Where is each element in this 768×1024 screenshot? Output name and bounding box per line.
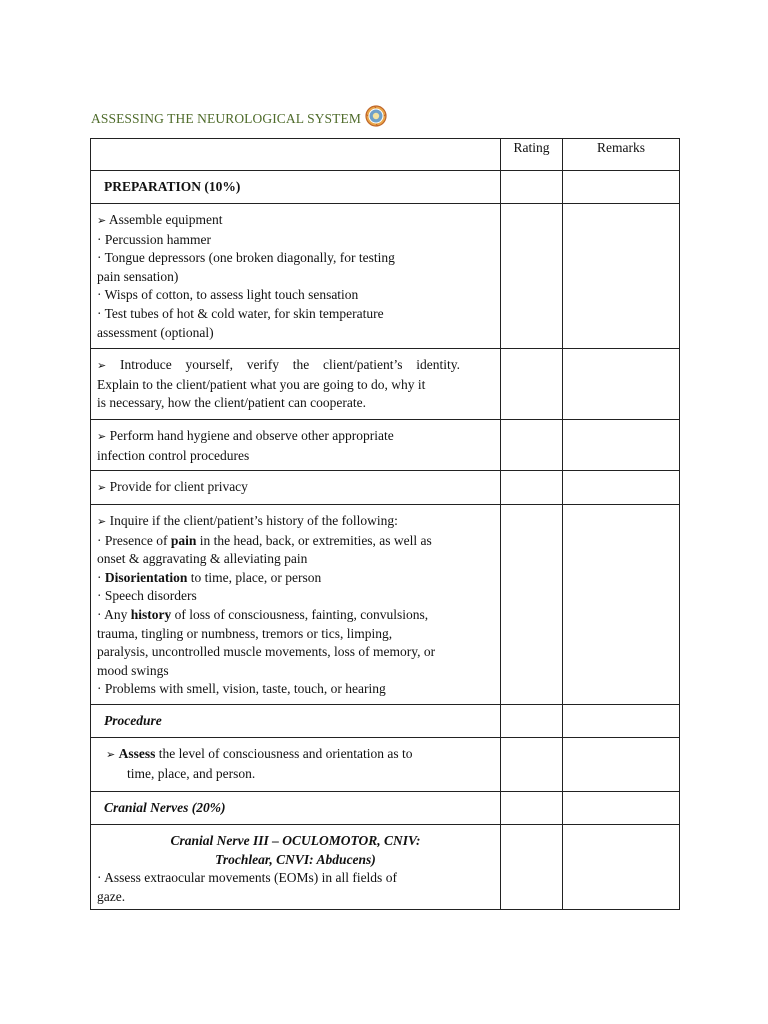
item-line: · Assess extraocular movements (EOMs) in all fields of [97, 870, 397, 886]
remarks-cell[interactable] [563, 738, 680, 792]
subsection-title: Trochlear, CNVI: Abducens) [215, 851, 376, 867]
table-row [91, 738, 680, 792]
item-heading: Introduce yourself, verify the client/patient’s identity. [119, 357, 460, 372]
item-equipment [91, 204, 500, 348]
remarks-cell[interactable] [563, 420, 680, 471]
item-line: · Test tubes of hot & cold water, for skin temperature [97, 305, 384, 321]
item-line: · Problems with smell, vision, taste, touch, or hearing [97, 681, 386, 697]
document-title [91, 111, 387, 127]
table-row [91, 505, 680, 705]
rating-cell[interactable] [501, 705, 563, 738]
remarks-cell[interactable] [563, 505, 680, 705]
remarks-header: Remarks [563, 139, 680, 171]
item-heading: Inquire if the client/patient’s history of the following: [109, 513, 398, 528]
table-row [91, 471, 680, 505]
item-line: mood swings [97, 662, 169, 678]
rating-cell[interactable] [501, 738, 563, 792]
item-line: pain sensation) [97, 268, 179, 284]
item-line: gaze. [97, 888, 126, 904]
item-line: · Wisps of cotton, to assess light touch sensation [97, 287, 359, 303]
item-assess: ➢ Assess the level of consciousness and orientation as to time, place, and person. [91, 738, 500, 791]
item-line: assessment (optional) [97, 324, 214, 340]
item-introduce [91, 349, 500, 419]
arrow-bullet-icon: ➢ [97, 214, 107, 227]
remarks-cell[interactable] [563, 471, 680, 505]
item-line: onset & aggravating & alleviating pain [97, 551, 308, 567]
section-cranial-nerves: Cranial Nerves (20%) [104, 800, 226, 815]
arrow-bullet-icon: ➢ [97, 481, 107, 494]
item-line: · Percussion hammer [97, 231, 211, 247]
section-row-preparation [91, 171, 680, 204]
item-heading: Perform hand hygiene and observe other appropriate [109, 428, 394, 443]
section-row-procedure [91, 705, 680, 738]
rating-cell[interactable] [501, 792, 563, 825]
item-line: time, place, and person. [127, 765, 256, 781]
item-line: · Speech disorders [97, 588, 197, 604]
item-line: Explain to the client/patient what you are going to do, why it [97, 376, 426, 392]
rating-cell[interactable] [501, 171, 563, 204]
item-line: is necessary, how the client/patient can cooperate. [97, 395, 367, 411]
item-heading: Assemble equipment [108, 212, 223, 227]
section-row-cranial [91, 792, 680, 825]
arrow-bullet-icon: ➢ [106, 748, 116, 761]
arrow-bullet-icon: ➢ [97, 515, 107, 528]
checklist-table [90, 138, 680, 910]
table-row [91, 420, 680, 471]
institution-seal-icon [365, 105, 387, 127]
rating-cell[interactable] [501, 349, 563, 420]
remarks-cell[interactable] [563, 705, 680, 738]
item-line: paralysis, uncontrolled muscle movements, loss of memory, or [97, 644, 436, 660]
arrow-bullet-icon: ➢ [97, 430, 107, 443]
item-line: trauma, tingling or numbness, tremors or tics, limping, [97, 625, 393, 641]
table-row [91, 204, 680, 349]
item-heading: Provide for client privacy [109, 479, 248, 494]
rating-cell[interactable] [501, 420, 563, 471]
item-cranial-nerve-3 [91, 825, 500, 909]
remarks-cell[interactable] [563, 825, 680, 910]
rating-cell[interactable] [501, 505, 563, 705]
remarks-cell[interactable] [563, 204, 680, 349]
item-line: infection control procedures [97, 447, 250, 463]
rating-cell[interactable] [501, 825, 563, 910]
title-text: ASSESSING THE NEUROLOGICAL SYSTEM [91, 111, 361, 126]
task-header-cell [91, 139, 501, 171]
subsection-title: Cranial Nerve III – OCULOMOTOR, CNIV: [170, 833, 421, 848]
table-header-row [91, 139, 680, 171]
remarks-cell[interactable] [563, 171, 680, 204]
remarks-cell[interactable] [563, 792, 680, 825]
item-privacy [91, 471, 500, 504]
arrow-bullet-icon: ➢ [97, 359, 107, 372]
rating-header: Rating [501, 139, 563, 171]
section-procedure: Procedure [104, 713, 162, 728]
item-hygiene [91, 420, 500, 470]
item-history: ➢ Inquire if the client/patient’s history of the following: · Presence of pain in the head, back, or extremities, as well as onset & aggravating & alleviating pain · Disorientation to time, place, or person · Speech disorders · Any history of loss of consciousness, fainting, convulsions, trauma, tingling or numbness, tremors or tics, limping, paralysis, uncontrolled muscle movements, loss of memory, or mood swings · Problems with smell, vision, taste, touch, or hearing [91, 505, 500, 704]
item-line: · Tongue depressors (one broken diagonally, for testing [97, 250, 395, 266]
rating-cell[interactable] [501, 204, 563, 349]
rating-cell[interactable] [501, 471, 563, 505]
remarks-cell[interactable] [563, 349, 680, 420]
table-row [91, 349, 680, 420]
table-row [91, 825, 680, 910]
section-preparation: PREPARATION (10%) [104, 179, 241, 194]
